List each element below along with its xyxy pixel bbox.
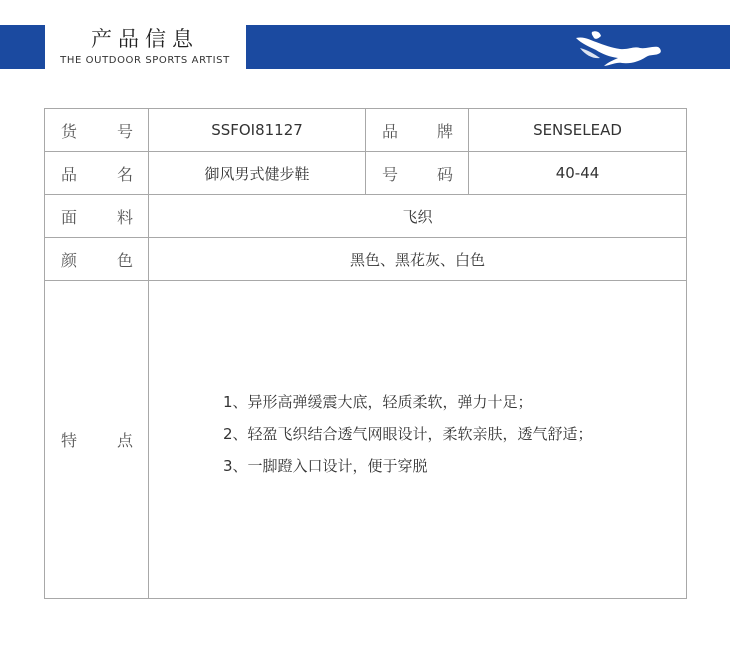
label-char: 名 bbox=[116, 164, 133, 184]
label-char: 码 bbox=[436, 164, 453, 184]
label-char: 面 bbox=[61, 207, 78, 227]
size-value: 40-44 bbox=[469, 152, 687, 195]
table-row bbox=[45, 152, 687, 195]
label-char: 牌 bbox=[436, 121, 453, 141]
label-char: 号 bbox=[382, 164, 399, 184]
brand-value: SENSELEAD bbox=[469, 109, 687, 152]
material-value: 飞织 bbox=[149, 195, 687, 238]
header-band-left bbox=[0, 25, 45, 69]
label-cell bbox=[366, 109, 469, 152]
list-item: 3、一脚蹬入口设计，便于穿脱 bbox=[223, 456, 428, 475]
label-char: 料 bbox=[116, 207, 133, 227]
features-cell bbox=[149, 281, 687, 599]
label-char: 点 bbox=[116, 431, 133, 450]
label-char: 号 bbox=[116, 121, 133, 141]
table-row bbox=[45, 238, 687, 281]
label-cell bbox=[45, 281, 149, 599]
page-title: 产品信息 bbox=[91, 27, 199, 51]
label-char: 品 bbox=[61, 164, 78, 184]
list-item: 1、异形高弹缓震大底，轻质柔软，弹力十足； bbox=[223, 392, 533, 411]
label-cell bbox=[45, 195, 149, 238]
label-char: 色 bbox=[116, 250, 133, 270]
table-row bbox=[45, 281, 687, 599]
product-info-table bbox=[44, 108, 687, 599]
item-number-value: SSFOI81127 bbox=[149, 109, 366, 152]
label-char: 品 bbox=[382, 121, 399, 141]
page-subtitle: THE OUTDOOR SPORTS ARTIST bbox=[60, 55, 230, 66]
list-item: 2、轻盈飞织结合透气网眼设计，柔软亲肤，透气舒适； bbox=[223, 424, 593, 443]
features-list bbox=[149, 386, 686, 482]
label-char: 特 bbox=[61, 431, 78, 450]
label-char: 颜 bbox=[61, 250, 78, 270]
label-char: 货 bbox=[61, 121, 78, 141]
flying-bird-logo-icon bbox=[574, 28, 664, 68]
label-cell bbox=[45, 238, 149, 281]
table-row bbox=[45, 109, 687, 152]
table-row bbox=[45, 195, 687, 238]
label-cell bbox=[366, 152, 469, 195]
label-cell bbox=[45, 152, 149, 195]
color-value: 黑色、黑花灰、白色 bbox=[149, 238, 687, 281]
label-cell bbox=[45, 109, 149, 152]
product-name-value: 御风男式健步鞋 bbox=[149, 152, 366, 195]
